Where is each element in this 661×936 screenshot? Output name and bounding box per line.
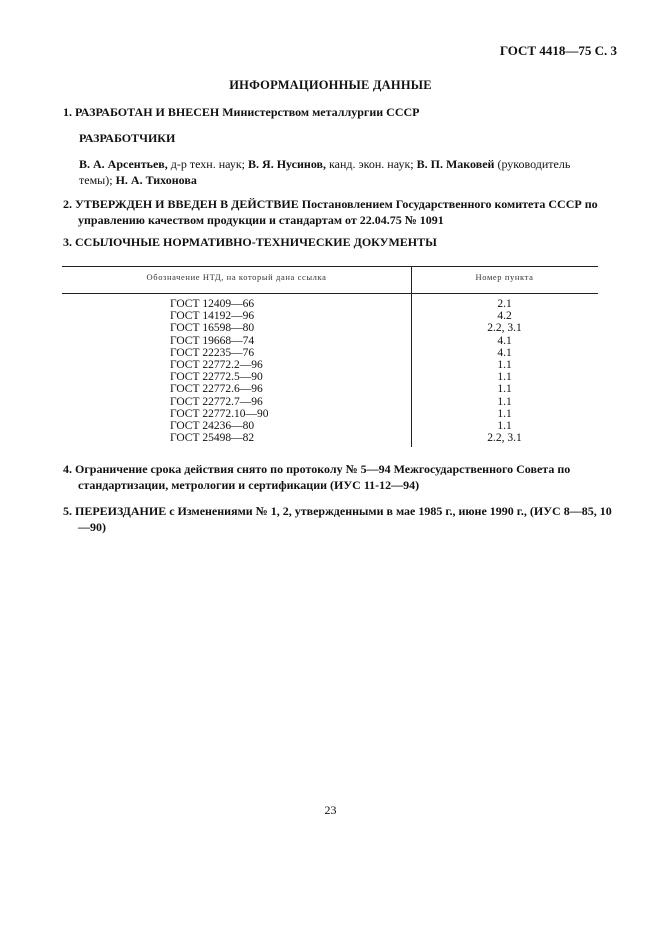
section-1 (63, 104, 623, 120)
developers-list (79, 156, 599, 188)
section-3-heading: 3. ССЫЛОЧНЫЕ НОРМАТИВНО-ТЕХНИЧЕСКИЕ ДОКУМЕНТЫ (63, 235, 437, 249)
table-cell-clause: 1.1 (497, 383, 512, 396)
developer-3-role: (руководитель темы); (79, 157, 571, 187)
table-cell-clause: 1.1 (497, 395, 512, 408)
table-top-rule (62, 266, 598, 267)
table-cell-clause: 1.1 (497, 420, 512, 433)
table-cell-clause: 2.2, 3.1 (487, 432, 522, 445)
table-cell-clause: 1.1 (497, 371, 512, 384)
table-cell-clause: 1.1 (497, 359, 512, 372)
section-2: 2. УТВЕРЖДЕН И ВВЕДЕН В ДЕЙСТВИЕ Постановлением Государственного комитета СССР по управлению качеством продукции и стандартам от 22.04.75 № 1091 (63, 197, 598, 227)
table-cell-clause: 4.1 (497, 346, 512, 359)
table-header-clause: Номер пункта (475, 272, 534, 282)
developer-1-name: В. А. Арсентьев, (79, 157, 168, 171)
table-cell-clause: 4.1 (497, 334, 512, 347)
page-number: 23 (324, 803, 337, 817)
table-cell-doc: ГОСТ 25498—82 (170, 432, 255, 445)
table-cell-doc: ГОСТ 14192—96 (170, 310, 255, 323)
developer-2-role: канд. экон. наук; (326, 157, 417, 171)
table-cell-clause: 4.2 (497, 310, 512, 323)
section-1-label: 1. РАЗРАБОТАН И ВНЕСЕН (63, 105, 220, 119)
document-header: ГОСТ 4418—75 С. 3 (499, 43, 617, 58)
page-title: ИНФОРМАЦИОННЫЕ ДАННЫЕ (229, 78, 432, 92)
table-column-clauses (411, 298, 598, 444)
developer-4-name: Н. А. Тихонова (115, 173, 197, 187)
table-cell-doc: ГОСТ 19668—74 (170, 334, 255, 347)
section-1-text: Министерством металлургии СССР (222, 105, 420, 119)
table-cell-doc: ГОСТ 22772.10—90 (170, 407, 269, 420)
section-5: 5. ПЕРЕИЗДАНИЕ с Изменениями № 1, 2, утвержденными в мае 1985 г., июне 1990 г., (ИУС 8—85, 10—90) (63, 504, 612, 534)
table-cell-doc: ГОСТ 12409—66 (170, 298, 255, 310)
table-cell-clause: 2.2, 3.1 (487, 322, 522, 335)
table-header-rule (62, 293, 598, 294)
developers-heading: РАЗРАБОТЧИКИ (79, 131, 176, 145)
table-column-documents (170, 298, 269, 444)
table-cell-doc: ГОСТ 22772.7—96 (170, 395, 263, 408)
developer-2-name: В. Я. Нусинов, (248, 157, 327, 171)
developer-1-role: д-р техн. наук; (167, 157, 249, 171)
table-cell-clause: 2.1 (497, 298, 512, 310)
table-cell-doc: ГОСТ 24236—80 (170, 420, 255, 433)
table-cell-clause: 1.1 (497, 407, 512, 420)
table-cell-doc: ГОСТ 22772.6—96 (170, 383, 263, 396)
table-cell-doc: ГОСТ 22235—76 (170, 346, 255, 359)
section-4: 4. Ограничение срока действия снято по протоколу № 5—94 Межгосударственного Совета по стандартизации, метрологии и сертификации (ИУС 11-12—94) (63, 462, 571, 492)
table-header-document: Обозначение НТД, на который дана ссылка (146, 272, 327, 282)
developer-3-name: В. П. Маковей (416, 157, 495, 171)
table-cell-doc: ГОСТ 22772.2—96 (170, 359, 263, 372)
table-cell-doc: ГОСТ 22772.5—90 (170, 371, 263, 384)
table-cell-doc: ГОСТ 16598—80 (170, 322, 255, 335)
